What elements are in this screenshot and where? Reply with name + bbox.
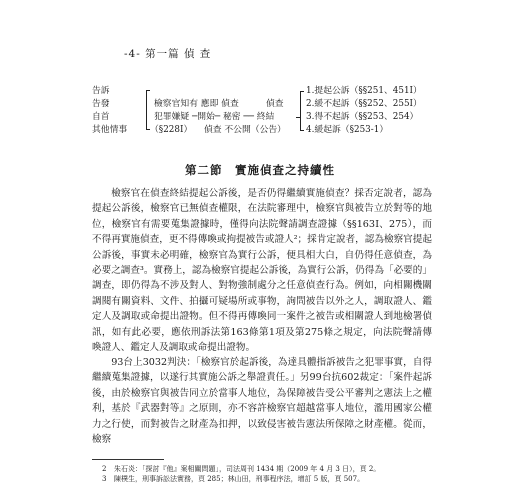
left-brace-line <box>146 90 147 130</box>
outcome-deferred: 4.緩起訴（§253-1） <box>306 125 389 135</box>
diagram-row-secret: 偵查 不公開（公告） <box>204 125 286 135</box>
body-paragraph-2: 93台上3032判決：「檢察官於起訴後，為達具體指訴被告之犯罪事實，自得繼續蒐集證據，以遂行其實施公訴之舉證責任。」另99台抗602裁定：「案件起訴後，由於檢察官與被告同立於當事人地位，為保障被告受公平審判之憲法上之權利，基於『武器對等』之原則，亦不容許檢察官超越當事人地位，濫用國家公權力之行使，而對被告之財產為扣押，以致侵害被告憲法所保障之財產權。從而，檢察 <box>92 357 432 446</box>
diagram-label-complaint: 告訴 <box>92 86 110 96</box>
diagram-row-investigation: 偵查 <box>266 99 284 109</box>
diagram-label-report: 告發 <box>92 99 110 109</box>
paragraph-1-text: 檢察官在偵查終結提起公訴後，是否仍得繼續實施偵查？採否定說者，認為提起公訴後，檢察官已無偵查權限，在法院審理中，檢察官與被告立於對等的地位，檢察官有需要蒐集證據時，僅得向法院聲請調查證據（§§163Ⅰ、275），而不得再實施偵查，更不得傳喚或拘提被告或證人²；採肯定說者，認為檢察官提起公訴後，事實未必明確，檢察官為實行公訴，便具相大白，自仍得任意偵查，為必要之調查³。實務上，認為檢察官提起公訴後，為實行公訴，仍得為「必要的」調查，即仍得為不涉及對人、對物強制處分之任意偵查行為。例如，向相關機關調閱有關資料、文件、拍攝可疑場所或事物，詢問被告以外之人，調取證人、鑑定人及調取或命提出證物。 <box>92 188 432 323</box>
footnote-item <box>92 464 432 474</box>
body-paragraph-1 <box>92 186 432 355</box>
footnote-number: 2 <box>102 465 107 473</box>
right-brace-top <box>300 91 304 92</box>
procedure-diagram <box>0 86 520 150</box>
diagram-row-prosecutor: 檢察官知有 應即 偵查 <box>154 99 239 109</box>
diagram-label-other: 其他情事 <box>92 125 128 135</box>
outcome-discretionary: 3.得不起訴（§§253、254） <box>306 112 419 122</box>
section-title: 第二節 實施偵查之持續性 <box>185 163 335 177</box>
footnotes <box>92 464 432 484</box>
running-header: -4- 第一篇 偵 查 <box>124 48 212 60</box>
left-brace-top <box>146 90 150 91</box>
outcome-indictment: 1.提起公訴（§§251、451Ⅰ） <box>306 86 422 96</box>
footnote-text: 陳樸生，刑事訴訟法實務，頁 285；林山田，刑事程序法，增訂 5 版，頁 507。 <box>114 475 365 483</box>
footnote-item <box>92 474 432 484</box>
right-brace-line <box>300 91 301 131</box>
outcome-non-prosecution: 2.緩不起訴（§§252、255Ⅰ） <box>306 99 422 109</box>
footnote-text: 朱石炎：「探討『他』案相關問題」，司法周刊 1434 期（2009 年 4 月 3 日），頁 2。 <box>114 465 381 473</box>
diagram-row-suspicion: 犯罪嫌疑 ─開始─ 秘密 ── 終結 <box>154 112 275 122</box>
diagram-label-surrender: 自首 <box>92 112 110 122</box>
paragraph-1-continuation: 但不得再傳喚同一案件之被告或相關證人到地檢署偵訊，如有此必要，應依刑訴法第163條第1項及第275條之規定，向法院聲請傳喚證人、鑑定人及調取或命提出證物。 <box>92 311 433 354</box>
footnote-number: 3 <box>102 475 107 483</box>
right-brace-bottom <box>300 130 304 131</box>
diagram-row-article: （§228Ⅰ） <box>150 125 193 135</box>
footnote-divider <box>92 459 164 460</box>
